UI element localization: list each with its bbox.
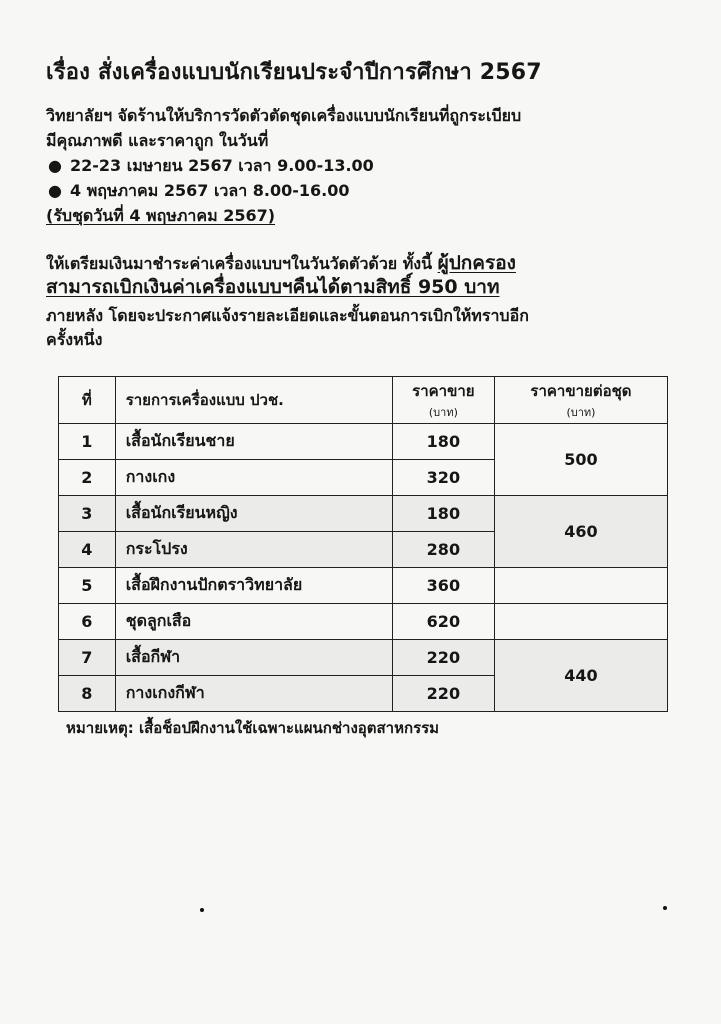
row-no: 3 xyxy=(59,496,116,532)
bullet-icon: ● xyxy=(48,181,62,200)
row-item: เสื้อกีฬา xyxy=(115,640,392,676)
set-price-cell: 460 xyxy=(494,496,667,568)
date-text: 4 พฤษภาคม 2567 เวลา 8.00-16.00 xyxy=(70,181,350,200)
bullet-icon: ● xyxy=(48,156,62,175)
row-item: เสื้อนักเรียนหญิง xyxy=(115,496,392,532)
header-price-label: ราคาขาย xyxy=(412,382,475,400)
scan-speck xyxy=(663,906,667,910)
row-price: 180 xyxy=(392,496,494,532)
pickup-date: (รับชุดวันที่ 4 พฤษภาคม 2567) xyxy=(46,206,276,225)
row-price: 620 xyxy=(392,604,494,640)
scan-speck xyxy=(200,908,204,912)
payment-highlight: ผู้ปกครอง xyxy=(437,252,516,274)
row-price: 220 xyxy=(392,640,494,676)
document-title: เรื่อง สั่งเครื่องแบบนักเรียนประจำปีการศึกษา 2567 xyxy=(46,60,542,85)
row-item: เสื้อฝึกงานปักตราวิทยาลัย xyxy=(115,568,392,604)
row-no: 7 xyxy=(59,640,116,676)
header-item: รายการเครื่องแบบ ปวช. xyxy=(115,377,392,424)
row-item: ชุดลูกเสือ xyxy=(115,604,392,640)
intro-line-2: มีคุณภาพดี และราคาถูก ในวันที่ xyxy=(46,131,269,150)
date-item xyxy=(48,154,374,179)
set-price-cell-empty xyxy=(494,568,667,604)
table-header-row xyxy=(59,377,668,424)
row-item: กระโปรง xyxy=(115,532,392,568)
set-price-cell-empty xyxy=(494,604,667,640)
payment-line-2: สามารถเบิกเงินค่าเครื่องแบบฯคืนได้ตามสิทธิ์ 950 บาท xyxy=(46,276,500,298)
intro-line-1: วิทยาลัยฯ จัดร้านให้บริการวัดตัวตัดชุดเครื่องแบบนักเรียนที่ถูกระเบียบ xyxy=(46,106,522,125)
date-text: 22-23 เมษายน 2567 เวลา 9.00-13.00 xyxy=(70,156,374,175)
row-price: 320 xyxy=(392,460,494,496)
row-item: เสื้อนักเรียนชาย xyxy=(115,424,392,460)
row-item: กางเกง xyxy=(115,460,392,496)
set-price-cell: 440 xyxy=(494,640,667,712)
row-no: 8 xyxy=(59,676,116,712)
header-price-unit: (บาท) xyxy=(428,406,458,419)
header-set-price xyxy=(494,377,667,424)
header-no: ที่ xyxy=(59,377,116,424)
header-set-unit: (บาท) xyxy=(566,406,596,419)
table-row xyxy=(59,604,668,640)
header-set-label: ราคาขายต่อชุด xyxy=(530,382,632,400)
payment-text: ให้เตรียมเงินมาชำระค่าเครื่องแบบฯในวันวัดตัวด้วย ทั้งนี้ xyxy=(46,254,438,273)
row-no: 4 xyxy=(59,532,116,568)
footnote: หมายเหตุ: เสื้อช็อปฝึกงานใช้เฉพาะแผนกช่างอุตสาหกรรม xyxy=(66,719,440,737)
payment-line-3: ภายหลัง โดยจะประกาศแจ้งรายละเอียดและขั้นตอนการเบิกให้ทราบอีก xyxy=(46,306,529,325)
row-price: 220 xyxy=(392,676,494,712)
row-price: 360 xyxy=(392,568,494,604)
row-price: 280 xyxy=(392,532,494,568)
row-item: กางเกงกีฬา xyxy=(115,676,392,712)
row-no: 6 xyxy=(59,604,116,640)
table-row xyxy=(59,496,668,532)
table-row xyxy=(59,640,668,676)
row-no: 5 xyxy=(59,568,116,604)
set-price-cell: 500 xyxy=(494,424,667,496)
row-price: 180 xyxy=(392,424,494,460)
header-price xyxy=(392,377,494,424)
table-row xyxy=(59,424,668,460)
table-row xyxy=(59,568,668,604)
row-no: 2 xyxy=(59,460,116,496)
uniform-price-table xyxy=(58,376,668,712)
row-no: 1 xyxy=(59,424,116,460)
date-item xyxy=(48,179,349,204)
payment-line-4: ครั้งหนึ่ง xyxy=(46,330,103,349)
